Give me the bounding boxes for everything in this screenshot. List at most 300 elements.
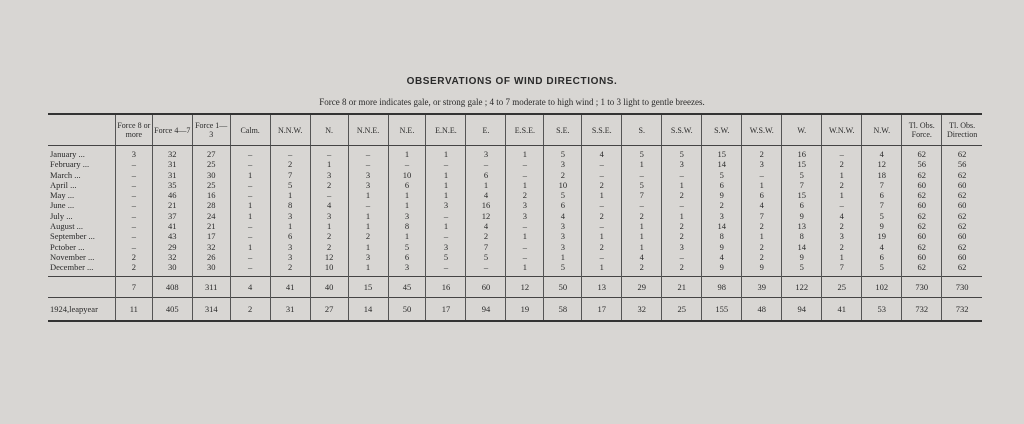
- table-cell: 1: [230, 242, 270, 252]
- table-cell: 122: [782, 276, 822, 297]
- table-cell: –: [115, 211, 152, 221]
- table-cell: 27: [310, 297, 348, 321]
- column-header: N.W.: [862, 114, 902, 146]
- table-cell: 28: [192, 200, 230, 210]
- table-cell: 3: [662, 159, 702, 169]
- table-cell: 31: [152, 159, 192, 169]
- table-cell: 60: [942, 180, 982, 190]
- column-header: Force 8 or more: [115, 114, 152, 146]
- column-header: S.S.W.: [662, 114, 702, 146]
- table-cell: 7: [270, 170, 310, 180]
- table-cell: 2: [742, 221, 782, 231]
- table-cell: 60: [902, 252, 942, 262]
- table-cell: 3: [506, 211, 544, 221]
- table-cell: 9: [782, 252, 822, 262]
- table-cell: 5: [702, 170, 742, 180]
- table-cell: –: [115, 231, 152, 241]
- table-cell: 1: [506, 180, 544, 190]
- table-cell: 2: [582, 180, 622, 190]
- table-row-month: [48, 170, 982, 180]
- table-cell: –: [348, 200, 388, 210]
- column-header: Calm.: [230, 114, 270, 146]
- row-label: 1924,leapyear: [48, 297, 115, 321]
- table-cell: 3: [348, 170, 388, 180]
- table-cell: 9: [702, 190, 742, 200]
- table-cell: 2: [662, 221, 702, 231]
- table-header-row: [48, 114, 982, 146]
- table-cell: 8: [270, 200, 310, 210]
- table-cell: –: [662, 252, 702, 262]
- table-cell: 2: [702, 200, 742, 210]
- table-cell: 1: [622, 231, 662, 241]
- table-cell: 41: [152, 221, 192, 231]
- table-cell: 58: [544, 297, 582, 321]
- table-cell: 1: [822, 170, 862, 180]
- column-header: N.N.W.: [270, 114, 310, 146]
- table-cell: 5: [862, 262, 902, 276]
- table-row-month: [48, 200, 982, 210]
- table-cell: 732: [942, 297, 982, 321]
- table-row-totals: [48, 276, 982, 297]
- table-cell: 2: [742, 242, 782, 252]
- table-cell: 155: [702, 297, 742, 321]
- table-cell: 2: [662, 231, 702, 241]
- table-cell: 5: [782, 170, 822, 180]
- table-cell: 5: [862, 211, 902, 221]
- table-cell: 21: [192, 221, 230, 231]
- table-cell: 3: [544, 159, 582, 169]
- column-header: W.: [782, 114, 822, 146]
- table-cell: 3: [388, 262, 426, 276]
- row-label: [48, 276, 115, 297]
- table-cell: 15: [782, 159, 822, 169]
- table-cell: 6: [544, 200, 582, 210]
- table-cell: 60: [902, 231, 942, 241]
- table-cell: 5: [466, 252, 506, 262]
- table-cell: 3: [310, 170, 348, 180]
- table-cell: 5: [544, 262, 582, 276]
- table-cell: –: [426, 262, 466, 276]
- table-cell: 2: [270, 159, 310, 169]
- table-cell: 11: [115, 297, 152, 321]
- table-cell: –: [310, 146, 348, 160]
- column-header: Tl. Obs. Force.: [902, 114, 942, 146]
- table-cell: 14: [702, 159, 742, 169]
- column-header: E.S.E.: [506, 114, 544, 146]
- table-cell: 2: [230, 297, 270, 321]
- table-cell: 6: [702, 180, 742, 190]
- table-row-month: [48, 231, 982, 241]
- row-label: November ...: [50, 251, 95, 262]
- table-cell: 16: [192, 190, 230, 200]
- table-cell: 12: [862, 159, 902, 169]
- table-cell: 18: [862, 170, 902, 180]
- table-cell: –: [115, 200, 152, 210]
- table-cell: 30: [192, 170, 230, 180]
- table-cell: 53: [862, 297, 902, 321]
- table-cell: 4: [862, 146, 902, 160]
- table-cell: 3: [348, 180, 388, 190]
- table-cell: 3: [544, 221, 582, 231]
- table-cell: 2: [822, 242, 862, 252]
- table-cell: –: [582, 221, 622, 231]
- table-cell: 35: [152, 180, 192, 190]
- table-cell: 1: [426, 190, 466, 200]
- table-cell: 60: [902, 200, 942, 210]
- table-row-month: [48, 159, 982, 169]
- table-cell: 4: [310, 200, 348, 210]
- table-cell: 60: [466, 276, 506, 297]
- table-cell: 3: [426, 200, 466, 210]
- table-cell: –: [822, 200, 862, 210]
- column-header: N.N.E.: [348, 114, 388, 146]
- table-cell: 60: [942, 252, 982, 262]
- table-cell: 9: [862, 221, 902, 231]
- table-cell: 6: [270, 231, 310, 241]
- table-cell: 30: [192, 262, 230, 276]
- row-label: December ...: [50, 262, 94, 273]
- row-label: June ...: [50, 200, 75, 211]
- table-cell: 2: [662, 262, 702, 276]
- table-cell: 1: [662, 211, 702, 221]
- table-cell: –: [230, 146, 270, 160]
- table-cell: 32: [152, 146, 192, 160]
- table-cell: 62: [902, 146, 942, 160]
- table-cell: 1: [388, 231, 426, 241]
- table-cell: 2: [742, 252, 782, 262]
- table-cell: 4: [702, 252, 742, 262]
- table-cell: 2: [622, 211, 662, 221]
- table-cell: –: [426, 211, 466, 221]
- table-cell: 9: [702, 242, 742, 252]
- table-cell: 311: [192, 276, 230, 297]
- table-cell: 2: [582, 242, 622, 252]
- table-cell: 3: [270, 211, 310, 221]
- table-cell: 2: [582, 211, 622, 221]
- table-cell: 5: [622, 180, 662, 190]
- table-cell: 21: [662, 276, 702, 297]
- table-cell: 39: [742, 276, 782, 297]
- table-cell: 3: [270, 242, 310, 252]
- table-cell: 25: [192, 180, 230, 190]
- table-cell: 4: [822, 211, 862, 221]
- table-cell: 4: [622, 252, 662, 262]
- table-cell: 1: [348, 221, 388, 231]
- table-cell: 5: [782, 262, 822, 276]
- table-cell: 6: [862, 190, 902, 200]
- table-cell: 19: [506, 297, 544, 321]
- table-cell: 1: [388, 146, 426, 160]
- column-header: Force 4—7: [152, 114, 192, 146]
- row-label: February ...: [50, 159, 90, 170]
- column-header: N.: [310, 114, 348, 146]
- table-cell: 41: [822, 297, 862, 321]
- table-cell: 17: [582, 297, 622, 321]
- table-cell: 1: [506, 231, 544, 241]
- table-cell: 1: [388, 200, 426, 210]
- table-cell: –: [388, 159, 426, 169]
- table-cell: 1: [622, 242, 662, 252]
- column-header: E.N.E.: [426, 114, 466, 146]
- table-cell: –: [270, 146, 310, 160]
- table-cell: –: [115, 170, 152, 180]
- table-cell: –: [506, 170, 544, 180]
- table-cell: 4: [582, 146, 622, 160]
- table-cell: 62: [942, 211, 982, 221]
- row-label: September ...: [50, 231, 95, 242]
- table-cell: 6: [388, 252, 426, 262]
- table-cell: –: [230, 221, 270, 231]
- table-cell: 94: [782, 297, 822, 321]
- table-cell: 94: [466, 297, 506, 321]
- table-cell: 32: [192, 242, 230, 252]
- table-cell: 62: [902, 170, 942, 180]
- column-header: S.: [622, 114, 662, 146]
- table-cell: 3: [544, 231, 582, 241]
- table-cell: –: [348, 159, 388, 169]
- table-cell: 9: [742, 262, 782, 276]
- table-cell: 13: [782, 221, 822, 231]
- table-cell: 1: [544, 252, 582, 262]
- table-cell: 14: [782, 242, 822, 252]
- table-cell: 1: [506, 146, 544, 160]
- table-cell: 1: [348, 211, 388, 221]
- table-cell: –: [426, 159, 466, 169]
- table-cell: 1: [742, 231, 782, 241]
- column-header: S.W.: [702, 114, 742, 146]
- table-cell: 314: [192, 297, 230, 321]
- table-cell: –: [506, 242, 544, 252]
- table-cell: 3: [506, 200, 544, 210]
- table-cell: 1: [506, 262, 544, 276]
- table-cell: 32: [152, 252, 192, 262]
- table-cell: 13: [582, 276, 622, 297]
- table-cell: –: [230, 190, 270, 200]
- table-cell: 1: [426, 170, 466, 180]
- table-cell: 3: [702, 211, 742, 221]
- table-cell: 1: [582, 231, 622, 241]
- table-cell: 62: [942, 146, 982, 160]
- table-cell: –: [230, 231, 270, 241]
- table-cell: 46: [152, 190, 192, 200]
- table-cell: –: [822, 146, 862, 160]
- row-label: May ...: [50, 190, 75, 201]
- table-cell: 8: [388, 221, 426, 231]
- table-cell: –: [506, 252, 544, 262]
- column-header: Tl. Obs. Direction: [942, 114, 982, 146]
- table-cell: 5: [270, 180, 310, 190]
- table-cell: –: [426, 231, 466, 241]
- table-cell: 5: [544, 190, 582, 200]
- table-cell: 10: [388, 170, 426, 180]
- table-cell: 48: [742, 297, 782, 321]
- table-cell: 1: [230, 170, 270, 180]
- table-cell: 1: [582, 190, 622, 200]
- table-cell: 62: [942, 262, 982, 276]
- table-cell: 7: [862, 180, 902, 190]
- table-row-month: [48, 146, 982, 160]
- table-cell: 5: [426, 252, 466, 262]
- table-cell: 732: [902, 297, 942, 321]
- row-label: Pctober ...: [50, 241, 85, 252]
- table-cell: 15: [782, 190, 822, 200]
- row-label: March ...: [50, 169, 81, 180]
- table-cell: 30: [152, 262, 192, 276]
- table-cell: 1: [270, 190, 310, 200]
- table-cell: 27: [192, 146, 230, 160]
- table-cell: 2: [310, 180, 348, 190]
- table-cell: 4: [230, 276, 270, 297]
- table-cell: 29: [152, 242, 192, 252]
- table-cell: –: [742, 170, 782, 180]
- table-cell: 31: [270, 297, 310, 321]
- table-cell: 31: [152, 170, 192, 180]
- table-cell: 9: [782, 211, 822, 221]
- table-cell: 2: [270, 262, 310, 276]
- table-cell: –: [662, 170, 702, 180]
- table-cell: 1: [270, 221, 310, 231]
- table-cell: –: [466, 159, 506, 169]
- table-cell: –: [230, 262, 270, 276]
- table-cell: 32: [622, 297, 662, 321]
- table-cell: 50: [388, 297, 426, 321]
- table-cell: 7: [115, 276, 152, 297]
- table-row-month: [48, 252, 982, 262]
- table-cell: 7: [782, 180, 822, 190]
- table-cell: 2: [622, 262, 662, 276]
- table-cell: 62: [942, 221, 982, 231]
- row-label: April ...: [50, 179, 77, 190]
- table-cell: –: [582, 170, 622, 180]
- table-cell: 10: [544, 180, 582, 190]
- table-cell: 17: [426, 297, 466, 321]
- table-cell: –: [115, 180, 152, 190]
- table-cell: 1: [230, 211, 270, 221]
- table-cell: –: [115, 159, 152, 169]
- table-row-month: [48, 190, 982, 200]
- table-cell: –: [466, 262, 506, 276]
- table-cell: 3: [466, 146, 506, 160]
- table-cell: 62: [942, 190, 982, 200]
- table-cell: 43: [152, 231, 192, 241]
- table-cell: 2: [348, 231, 388, 241]
- table-cell: –: [506, 159, 544, 169]
- table-cell: 62: [902, 211, 942, 221]
- table-cell: 1: [662, 180, 702, 190]
- table-cell: 60: [942, 231, 982, 241]
- table-cell: –: [662, 200, 702, 210]
- table-cell: 6: [466, 170, 506, 180]
- table-cell: 62: [902, 221, 942, 231]
- table-cell: 7: [742, 211, 782, 221]
- table-cell: 8: [782, 231, 822, 241]
- table-cell: 3: [310, 211, 348, 221]
- table-cell: 4: [466, 190, 506, 200]
- table-cell: –: [622, 200, 662, 210]
- table-cell: 2: [822, 180, 862, 190]
- table-cell: 50: [544, 276, 582, 297]
- table-cell: 5: [622, 146, 662, 160]
- table-cell: 2: [662, 190, 702, 200]
- table-cell: 62: [902, 262, 942, 276]
- page-subtitle: Force 8 or more indicates gale, or strong gale ; 4 to 7 moderate to high wind ; 1 to 3 light to gentle breezes.: [319, 97, 705, 107]
- table-cell: 5: [388, 242, 426, 252]
- table-cell: –: [582, 159, 622, 169]
- table-cell: 98: [702, 276, 742, 297]
- table-cell: 3: [270, 252, 310, 262]
- table-cell: 60: [902, 180, 942, 190]
- table-cell: 25: [192, 159, 230, 169]
- table-cell: 60: [942, 200, 982, 210]
- table-cell: 2: [544, 170, 582, 180]
- table-cell: 7: [622, 190, 662, 200]
- table-cell: 56: [942, 159, 982, 169]
- column-header: W.S.W.: [742, 114, 782, 146]
- wind-observations-table: [48, 113, 982, 322]
- table-cell: 6: [388, 180, 426, 190]
- table-cell: 3: [544, 242, 582, 252]
- column-header: W.N.W.: [822, 114, 862, 146]
- column-header: E.: [466, 114, 506, 146]
- table-cell: 2: [822, 221, 862, 231]
- table-cell: 62: [902, 242, 942, 252]
- table-cell: 408: [152, 276, 192, 297]
- table-cell: 4: [742, 200, 782, 210]
- page-title: OBSERVATIONS OF WIND DIRECTIONS.: [406, 76, 618, 87]
- table-cell: 3: [426, 242, 466, 252]
- table-cell: –: [115, 190, 152, 200]
- table-cell: 17: [192, 231, 230, 241]
- table-cell: 3: [115, 146, 152, 160]
- table-cell: 12: [506, 276, 544, 297]
- table-cell: 4: [466, 221, 506, 231]
- table-cell: 16: [782, 146, 822, 160]
- table-cell: 7: [466, 242, 506, 252]
- column-header: S.S.E.: [582, 114, 622, 146]
- table-cell: –: [622, 170, 662, 180]
- table-cell: 730: [942, 276, 982, 297]
- table-cell: 4: [862, 242, 902, 252]
- table-cell: 1: [348, 262, 388, 276]
- table-cell: 1: [622, 159, 662, 169]
- table-cell: –: [348, 146, 388, 160]
- table-cell: 25: [662, 297, 702, 321]
- table-cell: 9: [702, 262, 742, 276]
- table-cell: 1: [348, 190, 388, 200]
- table-cell: 2: [115, 252, 152, 262]
- table-cell: 1: [310, 159, 348, 169]
- table-cell: 12: [310, 252, 348, 262]
- table-cell: 2: [310, 231, 348, 241]
- table-cell: 4: [544, 211, 582, 221]
- table-cell: 3: [348, 252, 388, 262]
- table-cell: 2: [310, 242, 348, 252]
- table-cell: 1: [230, 200, 270, 210]
- table-row-month: [48, 211, 982, 221]
- table-cell: 62: [942, 242, 982, 252]
- table-row-month: [48, 221, 982, 231]
- row-label: January ...: [50, 149, 85, 159]
- table-cell: 15: [702, 146, 742, 160]
- table-row-month: [48, 242, 982, 252]
- table-cell: 24: [192, 211, 230, 221]
- column-header: Force 1—3: [192, 114, 230, 146]
- table-cell: 1: [622, 221, 662, 231]
- table-cell: 1: [426, 221, 466, 231]
- table-cell: 15: [348, 276, 388, 297]
- table-cell: 41: [270, 276, 310, 297]
- table-cell: 62: [942, 170, 982, 180]
